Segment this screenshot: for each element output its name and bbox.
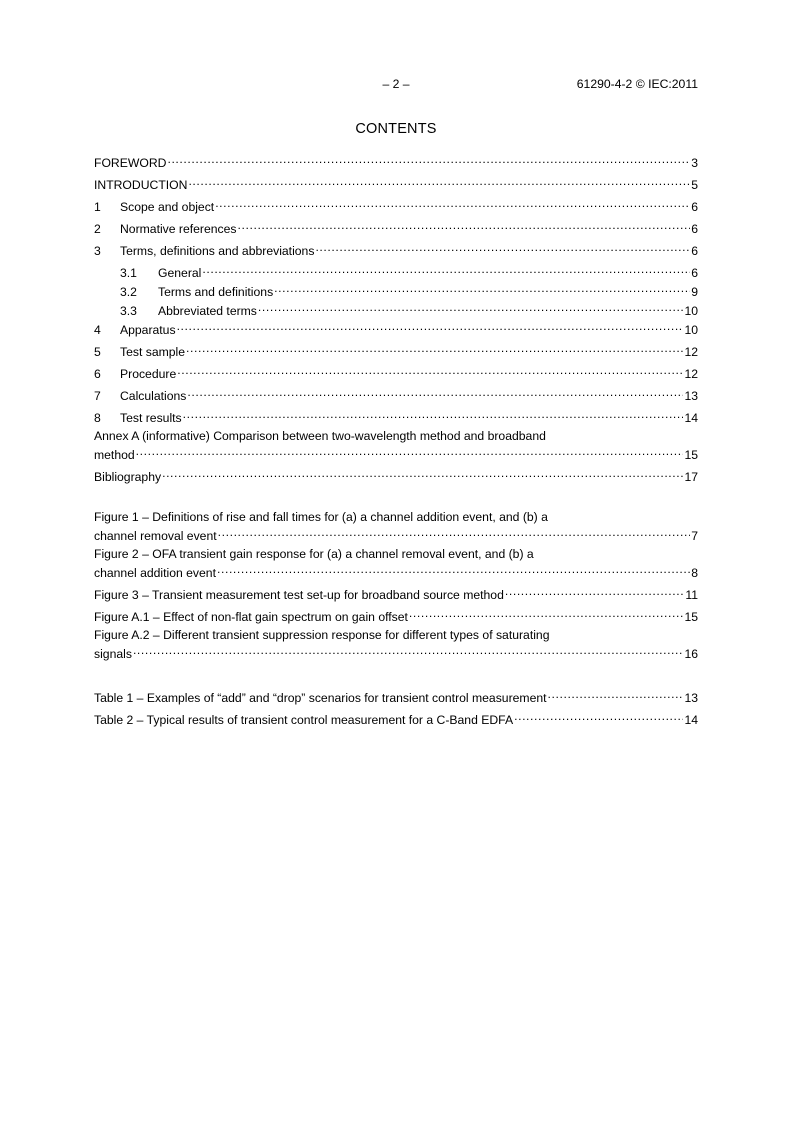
toc-label: Test results [120, 411, 182, 425]
toc-page: 6 [691, 222, 698, 236]
figure-label: channel addition event [94, 566, 216, 580]
dot-leader [218, 524, 691, 540]
table-label: Table 1 – Examples of “add” and “drop” scenarios for transient control measurement [94, 691, 547, 705]
figure-entry-a1[interactable] [94, 605, 698, 624]
dot-leader [177, 318, 684, 334]
dot-leader [188, 173, 690, 189]
toc-page: 14 [684, 411, 698, 425]
toc-entry-scope[interactable] [94, 195, 698, 214]
section-number: 4 [94, 323, 101, 337]
figure-page: 15 [684, 610, 698, 624]
section-number: 5 [94, 345, 101, 359]
figure-line2 [94, 561, 698, 580]
toc-entry-terms[interactable] [94, 239, 698, 258]
figure-page: 11 [685, 588, 698, 602]
toc-page: 3 [691, 156, 698, 170]
dot-leader [258, 299, 684, 315]
page-title: CONTENTS [355, 121, 437, 137]
dot-leader [238, 217, 691, 233]
toc-page: 6 [691, 244, 698, 258]
dot-leader [274, 280, 690, 296]
table-page: 14 [684, 713, 698, 727]
dot-leader [177, 362, 683, 378]
section-number: 8 [94, 411, 101, 425]
figure-label: Figure 3 – Transient measurement test set-up for broadband source method [94, 588, 504, 602]
section-number: 3 [94, 244, 101, 258]
toc-entry-terms-definitions[interactable] [94, 280, 698, 299]
table-entry-2[interactable] [94, 708, 698, 727]
table-page: 13 [684, 691, 698, 705]
section-number: 1 [94, 200, 101, 214]
toc-page: 5 [691, 178, 698, 192]
figure-page: 16 [684, 647, 698, 661]
section-number: 3.3 [120, 304, 137, 318]
dot-leader [505, 583, 684, 599]
toc-page: 10 [684, 304, 698, 318]
toc-line2 [94, 443, 698, 462]
toc-label: INTRODUCTION [94, 178, 188, 192]
figure-line2 [94, 524, 698, 543]
toc-label: Procedure [120, 367, 177, 381]
table-entry-1[interactable] [94, 686, 698, 705]
dot-leader [187, 384, 683, 400]
toc-label: Apparatus [120, 323, 176, 337]
toc-label: Abbreviated terms [158, 304, 257, 318]
toc-page: 12 [684, 367, 698, 381]
section-number: 3.1 [120, 266, 137, 280]
figure-label-line1: Figure 2 – OFA transient gain response for (a) a channel removal event, and (b) a [94, 547, 534, 561]
document-id: 61290-4-2 © IEC:2011 [576, 77, 698, 91]
figure-label: Figure A.1 – Effect of non-flat gain spectrum on gain offset [94, 610, 408, 624]
toc-entry-procedure[interactable] [94, 362, 698, 381]
dot-leader [514, 708, 683, 724]
figure-page: 7 [691, 529, 698, 543]
dot-leader [186, 340, 683, 356]
toc-page: 6 [691, 200, 698, 214]
section-number: 3.2 [120, 285, 137, 299]
figure-label: signals [94, 647, 132, 661]
toc-entry-foreword[interactable] [94, 151, 698, 170]
toc-label: Test sample [120, 345, 186, 359]
figure-label-line1: Figure 1 – Definitions of rise and fall times for (a) a channel addition event, and (b) a [94, 510, 548, 524]
toc-entry-normative-references[interactable] [94, 217, 698, 236]
figure-label: channel removal event [94, 529, 217, 543]
toc-page: 10 [684, 323, 698, 337]
dot-leader [162, 465, 683, 481]
dot-leader [167, 151, 690, 167]
toc-page: 6 [691, 266, 698, 280]
section-number: 6 [94, 367, 101, 381]
table-label: Table 2 – Typical results of transient control measurement for a C-Band EDFA [94, 713, 514, 727]
toc-label-line1: Annex A (informative) Comparison between two-wavelength method and broadband [94, 429, 546, 443]
toc-label: Terms and definitions [158, 285, 274, 299]
toc-label: Bibliography [94, 470, 162, 484]
toc-entry-apparatus[interactable] [94, 318, 698, 337]
toc-entry-test-sample[interactable] [94, 340, 698, 359]
section-number: 7 [94, 389, 101, 403]
toc-page: 17 [684, 470, 698, 484]
toc-label: FOREWORD [94, 156, 167, 170]
toc-entry-general[interactable] [94, 261, 698, 280]
dot-leader [136, 443, 684, 459]
toc-entry-introduction[interactable] [94, 173, 698, 192]
toc-label: Terms, definitions and abbreviations [120, 244, 315, 258]
toc-entry-calculations[interactable] [94, 384, 698, 403]
toc-label: Scope and object [120, 200, 215, 214]
dot-leader [548, 686, 684, 702]
toc-entry-test-results[interactable] [94, 406, 698, 425]
toc-page: 13 [684, 389, 698, 403]
toc-label: method [94, 448, 135, 462]
toc-page: 9 [691, 285, 698, 299]
section-number: 2 [94, 222, 101, 236]
toc-label: Calculations [120, 389, 187, 403]
dot-leader [217, 561, 690, 577]
page-header [94, 77, 698, 93]
dot-leader [409, 605, 684, 621]
figure-line2 [94, 642, 698, 661]
dot-leader [202, 261, 690, 277]
dot-leader [183, 406, 684, 422]
dot-leader [215, 195, 690, 211]
page-number: – 2 – [382, 77, 410, 91]
toc-label: Normative references [120, 222, 237, 236]
figure-page: 8 [691, 566, 698, 580]
figure-label-line1: Figure A.2 – Different transient suppression response for different types of saturating [94, 628, 550, 642]
dot-leader [133, 642, 684, 658]
figure-entry-3[interactable] [94, 583, 698, 602]
dot-leader [315, 239, 690, 255]
toc-page: 15 [684, 448, 698, 462]
toc-page: 12 [684, 345, 698, 359]
toc-entry-bibliography[interactable] [94, 465, 698, 484]
toc-label: General [158, 266, 202, 280]
toc-entry-abbreviated-terms[interactable] [94, 299, 698, 318]
